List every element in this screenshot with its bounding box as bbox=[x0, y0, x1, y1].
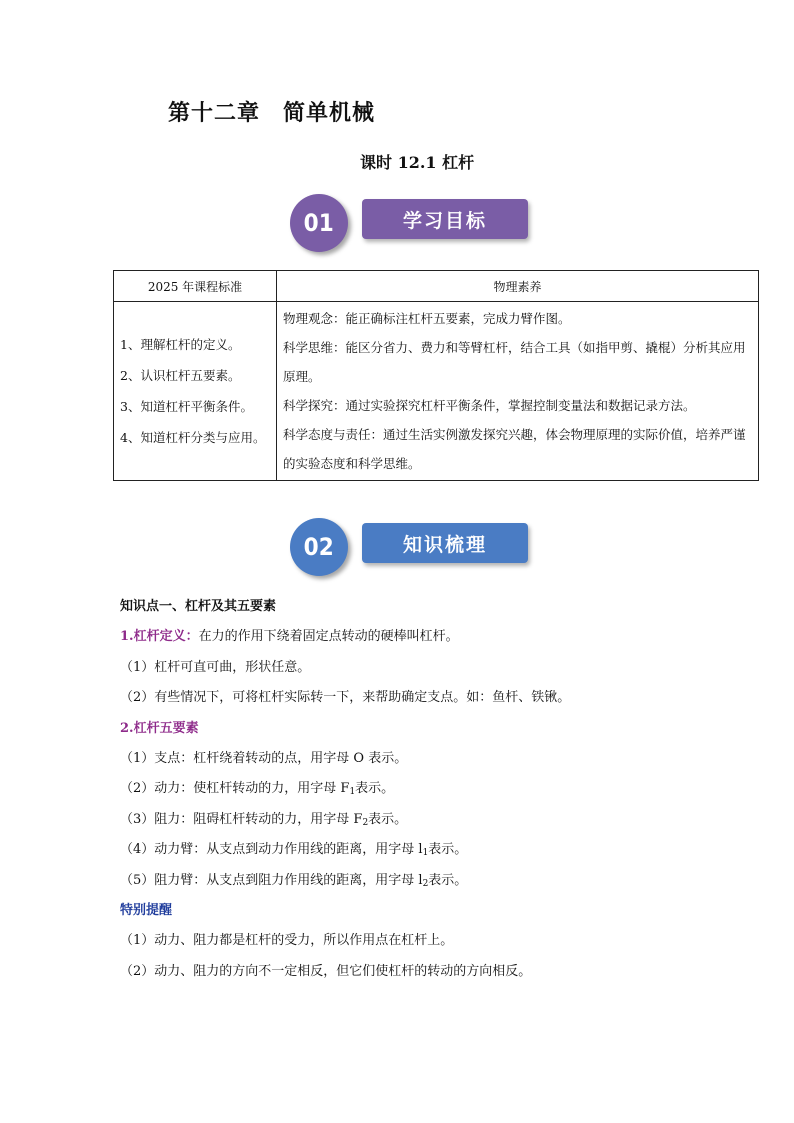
learning-goals-table bbox=[113, 270, 759, 481]
standard-item: 1、理解杠杆的定义。 bbox=[120, 337, 241, 352]
section-label: 知识梳理 bbox=[362, 523, 528, 563]
tip-title: 特别提醒 bbox=[120, 903, 173, 919]
table-header-row bbox=[114, 271, 759, 302]
literacy-cell bbox=[277, 302, 759, 481]
standard-item: 2、认识杠杆五要素。 bbox=[120, 368, 241, 383]
lesson-title: 课时 12.1 杠杆 bbox=[360, 153, 475, 172]
section-badge-knowledge bbox=[290, 518, 530, 578]
section-badge-learning-goals bbox=[290, 194, 530, 254]
element-item: （4）动力臂：从支点到动力作用线的距离，用字母 $l_1$表示。 bbox=[120, 842, 468, 859]
table-header-literacy: 物理素养 bbox=[277, 271, 759, 302]
literacy-item: 物理观念：能正确标注杠杆五要素，完成力臂作图。 bbox=[283, 311, 571, 326]
literacy-item: 科学思维：能区分省力、费力和等臂杠杆，结合工具（如指甲剪、撬棍）分析其应用原理。 bbox=[283, 340, 746, 384]
element-item: （1）支点：杠杆绕着转动的点，用字母 O 表示。 bbox=[120, 751, 408, 767]
table-header-standard: 2025 年课程标准 bbox=[114, 271, 277, 302]
tip-item: （2）动力、阻力的方向不一定相反，但它们使杠杆的转动的方向相反。 bbox=[120, 963, 532, 979]
literacy-item: 科学态度与责任：通过生活实例激发探究兴趣，体会物理原理的实际价值，培养严谨的实验态度和科学思维。 bbox=[283, 427, 746, 471]
definition-label: 1.杠杆定义： bbox=[120, 629, 199, 645]
tip-item: （1）动力、阻力都是杠杆的受力，所以作用点在杠杆上。 bbox=[120, 933, 454, 949]
element-item: （2）动力：使杠杆转动的力，用字母 $F_1$表示。 bbox=[120, 781, 395, 798]
literacy-item: 科学探究：通过实验探究杠杆平衡条件，掌握控制变量法和数据记录方法。 bbox=[283, 398, 696, 413]
element-item: （5）阻力臂：从支点到阻力作用线的距离，用字母 $l_2$表示。 bbox=[120, 872, 468, 889]
note-item: （1）杠杆可直可曲，形状任意。 bbox=[120, 659, 311, 675]
table-row bbox=[114, 302, 759, 481]
standards-cell bbox=[114, 302, 277, 481]
section-number-circle: 01 bbox=[290, 194, 348, 252]
section-label: 学习目标 bbox=[362, 199, 528, 239]
elements-title: 2.杠杆五要素 bbox=[120, 720, 199, 736]
section-number-circle: 02 bbox=[290, 518, 348, 576]
standard-item: 4、知道杠杆分类与应用。 bbox=[120, 430, 266, 445]
knowledge-point-title: 知识点一、杠杆及其五要素 bbox=[120, 599, 277, 614]
standard-item: 3、知道杠杆平衡条件。 bbox=[120, 399, 253, 414]
chapter-title: 第十二章 简单机械 bbox=[168, 100, 376, 126]
definition-paragraph bbox=[120, 622, 760, 652]
note-item: （2）有些情况下，可将杠杆实际转一下，来帮助确定支点。如：鱼杆、铁锹。 bbox=[120, 690, 571, 706]
knowledge-content bbox=[120, 592, 760, 987]
element-item: （3）阻力：阻碍杠杆转动的力，用字母 $F_2$表示。 bbox=[120, 811, 408, 828]
definition-text: 在力的作用下绕着固定点转动的硬棒叫杠杆。 bbox=[198, 629, 459, 645]
